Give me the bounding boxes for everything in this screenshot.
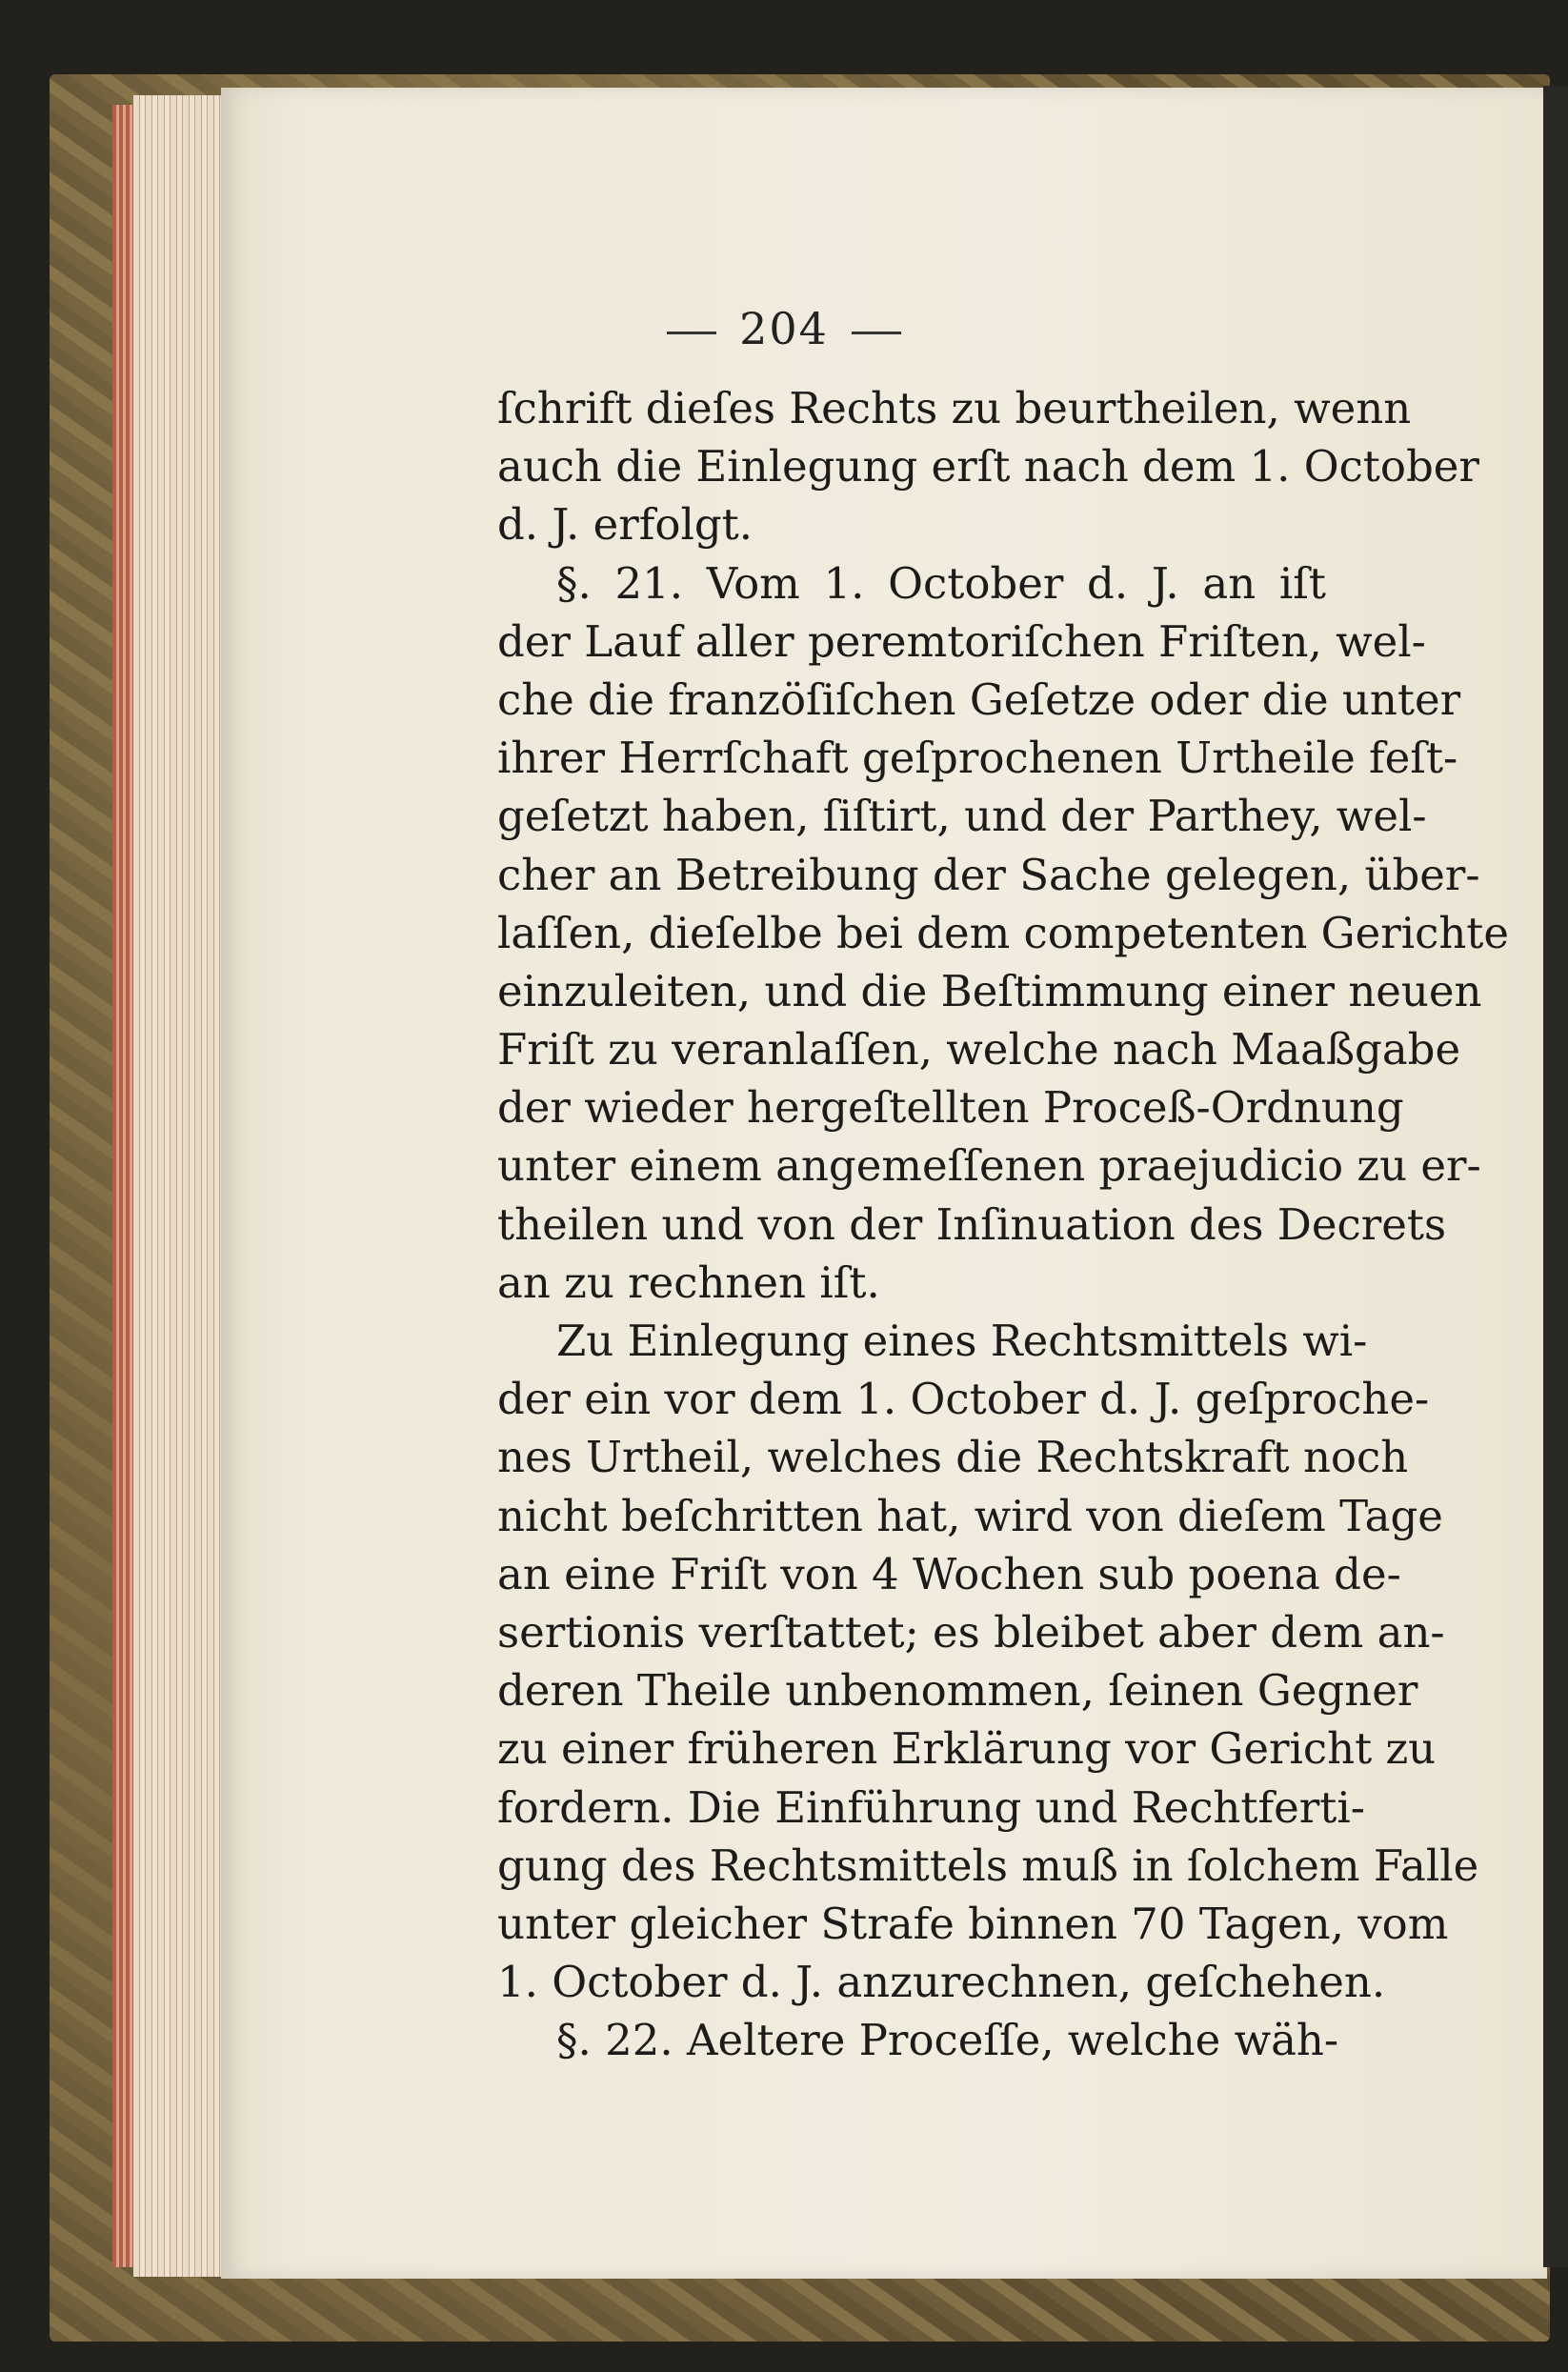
text-line: che die franzöſiſchen Geſetze oder die unter	[497, 673, 1461, 725]
text-line: an eine Friſt von 4 Wochen sub poena de-	[497, 1548, 1401, 1599]
page-number: 204	[739, 303, 829, 354]
text-line: §. 22. Aeltere Proceſſe, welche wäh-	[556, 2015, 1339, 2066]
text-line: theilen und von der Inſinuation des Decrets	[497, 1198, 1447, 1250]
text-line: der ein vor dem 1. October d. J. geſproche-	[497, 1374, 1430, 1425]
right-margin-strip	[1543, 86, 1568, 2267]
text-line: unter gleicher Strafe binnen 70 Tagen, vom	[497, 1898, 1449, 1949]
text-line: zu einer früheren Erklärung vor Gericht zu	[497, 1723, 1437, 1775]
text-line: der Lauf aller peremtoriſchen Friſten, wel-	[497, 615, 1426, 667]
text-line: nicht beſchritten hat, wird von dieſem Tage	[497, 1490, 1443, 1541]
text-line: laſſen, dieſelbe bei dem competenten Gerichte	[497, 907, 1510, 958]
text-line: der wieder hergeſtellten Proceß-Ordnung	[497, 1082, 1404, 1134]
text-line: §. 21. Vom 1. October d. J. an iſt	[556, 557, 1326, 609]
text-line: d. J. erfolgt.	[497, 499, 754, 551]
text-line: 1. October d. J. anzurechnen, geſchehen.	[497, 1957, 1386, 2008]
text-line: cher an Betreibung der Sache gelegen, über-	[497, 849, 1480, 900]
text-line: fordern. Die Einführung und Rechtferti-	[497, 1781, 1365, 1833]
text-line: geſetzt haben, ſiſtirt, und der Parthey, wel-	[497, 791, 1427, 842]
text-line: auch die Einlegung erſt nach dem 1. October	[497, 441, 1479, 492]
text-line: sertionis verſtattet; es bleibet aber dem an-	[497, 1606, 1445, 1658]
text-line: deren Theile unbenommen, ſeinen Gegner	[497, 1665, 1418, 1717]
text-line: Friſt zu veranlaſſen, welche nach Maaßgabe	[497, 1024, 1461, 1075]
page-number-header	[0, 303, 1568, 354]
dash-left	[667, 332, 716, 334]
text-line: unter einem angemeſſenen praejudicio zu er-	[497, 1140, 1481, 1192]
page-text	[497, 379, 1510, 2069]
text-line: ſchrift dieſes Rechts zu beurtheilen, wenn	[497, 383, 1412, 433]
text-line: an zu rechnen iſt.	[497, 1256, 880, 1308]
text-line: gung des Rechtsmittels muß in ſolchem Falle	[497, 1839, 1479, 1891]
text-line: nes Urtheil, welches die Rechtskraft noch	[497, 1432, 1409, 1483]
text-line: einzuleiten, und die Beſtimmung einer neuen	[497, 965, 1482, 1016]
dash-right	[852, 332, 901, 334]
text-line: Zu Einlegung eines Rechtsmittels wi-	[556, 1316, 1368, 1366]
text-line: ihrer Herrſchaft geſprochenen Urtheile feſt-	[497, 733, 1458, 784]
